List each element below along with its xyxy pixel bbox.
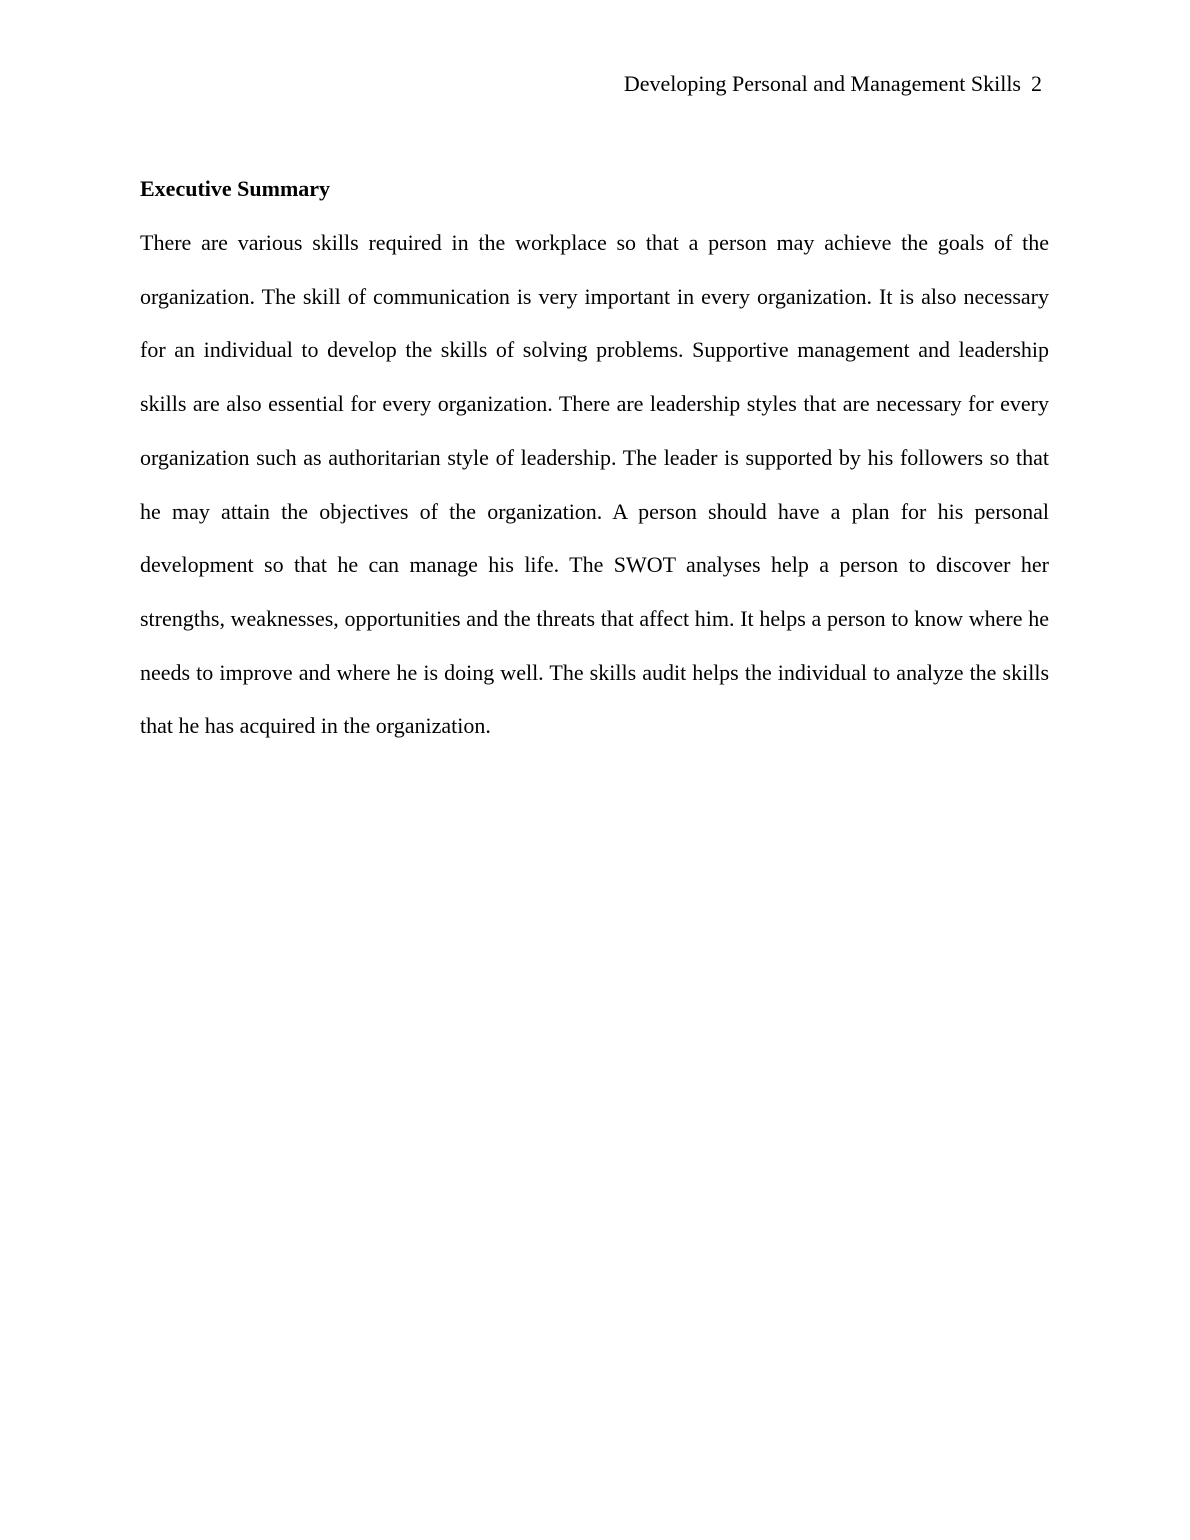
running-title: Developing Personal and Management Skills [623, 71, 1021, 96]
page-number: 2 [1031, 71, 1042, 96]
executive-summary-paragraph: There are various skills required in the workplace so that a person may achieve the goals of the organization. The skill of communication is very important in every organization. It is also necessary for an individual to develop the skills of solving problems. Supportive management and leadership skills are also essential for every organization. There are leadership styles that are necessary for every organization such as authoritarian style of leadership. The leader is supported by his followers so that he may attain the objectives of the organization. A person should have a plan for his personal development so that he can manage his life. The SWOT analyses help a person to discover her strengths, weaknesses, opportunities and the threats that affect him. It helps a person to know where he needs to improve and where he is doing well. The skills audit helps the individual to analyze the skills that he has acquired in the organization. [140, 230, 1049, 739]
section-heading: Executive Summary [140, 176, 331, 201]
running-header [624, 70, 1042, 98]
